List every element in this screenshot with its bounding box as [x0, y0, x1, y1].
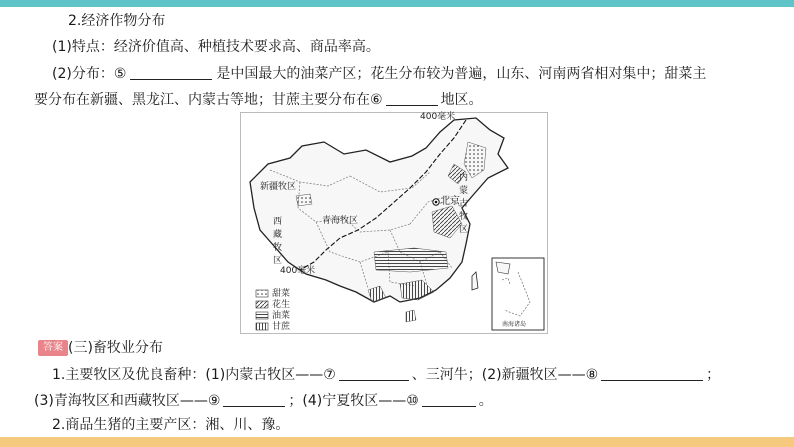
- legend-swatch-peanut: [256, 301, 268, 308]
- region-label-xinjiang: 新疆牧区: [260, 182, 297, 192]
- legend-label-3: 甘蔗: [272, 322, 291, 332]
- blank-9[interactable]: [223, 392, 285, 407]
- sugarcane-hainan: [406, 310, 416, 322]
- distribution-middle: 是中国最大的油菜产区；花生分布较为普遍，山东、河南两省相对集中；甜菜主: [216, 66, 707, 82]
- livestock-l2-a: (3)青海牧区和西藏牧区——⑨: [34, 393, 221, 409]
- china-crop-map: [240, 112, 548, 334]
- pig-production-text: 2.商品生猪的主要产区：湘、川、豫。: [52, 417, 290, 433]
- blank-8[interactable]: [601, 366, 703, 381]
- blank-5[interactable]: [130, 65, 212, 80]
- distribution-suffix: 地区。: [440, 92, 483, 108]
- top-accent-bar: [0, 0, 794, 7]
- livestock-l1-a: 1.主要牧区及优良畜种：(1)内蒙古牧区——⑦: [52, 367, 336, 383]
- section-title-livestock: (三)畜牧业分布: [68, 340, 163, 356]
- section-heading-cash-crops: 2.经济作物分布: [68, 13, 166, 29]
- region-label-tibet: 西藏牧区: [271, 216, 281, 268]
- livestock-l2-b: ；(4)宁夏牧区——⑩: [288, 393, 419, 409]
- distribution-prefix: (2)分布：⑤: [52, 66, 127, 82]
- livestock-line-2: [34, 392, 493, 410]
- legend-label-2: 油菜: [272, 311, 291, 321]
- legend-swatch-sugarcane: [256, 323, 268, 330]
- isoline-label-top: 400毫米: [420, 112, 456, 122]
- bottom-accent-bar: [0, 437, 794, 447]
- distribution-line-2: [34, 91, 483, 109]
- distribution-line-1: [52, 65, 706, 83]
- legend-label-1: 花生: [272, 300, 291, 310]
- legend-swatch-rapeseed: [256, 312, 268, 319]
- blank-10[interactable]: [422, 392, 476, 407]
- region-label-qinghai: 青海牧区: [322, 216, 359, 226]
- isoline-label-bottom: 400毫米: [280, 266, 316, 276]
- livestock-line-1: [52, 366, 720, 384]
- sugarbeet-region-xj: [296, 194, 312, 206]
- legend-label-0: 甜菜: [272, 289, 291, 299]
- blank-7[interactable]: [339, 366, 409, 381]
- distribution-line2-text: 要分布在新疆、黑龙江、内蒙古等地；甘蔗主要分布在⑥: [34, 92, 383, 108]
- livestock-l2-c: 。: [478, 393, 493, 409]
- legend-swatch-sugarbeet: [256, 290, 268, 297]
- rapeseed-region: [374, 248, 448, 272]
- blank-6[interactable]: [386, 91, 438, 106]
- city-label-beijing: 北京: [440, 196, 460, 207]
- livestock-l1-b: 、三河牛；(2)新疆牧区——⑧: [411, 367, 599, 383]
- region-label-inner-mongolia: 内蒙古牧区: [457, 172, 467, 237]
- livestock-l1-c: ；: [706, 367, 721, 383]
- features-text: (1)特点：经济价值高、种植技术要求高、商品率高。: [52, 39, 380, 55]
- answer-badge[interactable]: 答案: [38, 340, 68, 356]
- inset-label-south-sea: 南海诸岛: [502, 321, 527, 328]
